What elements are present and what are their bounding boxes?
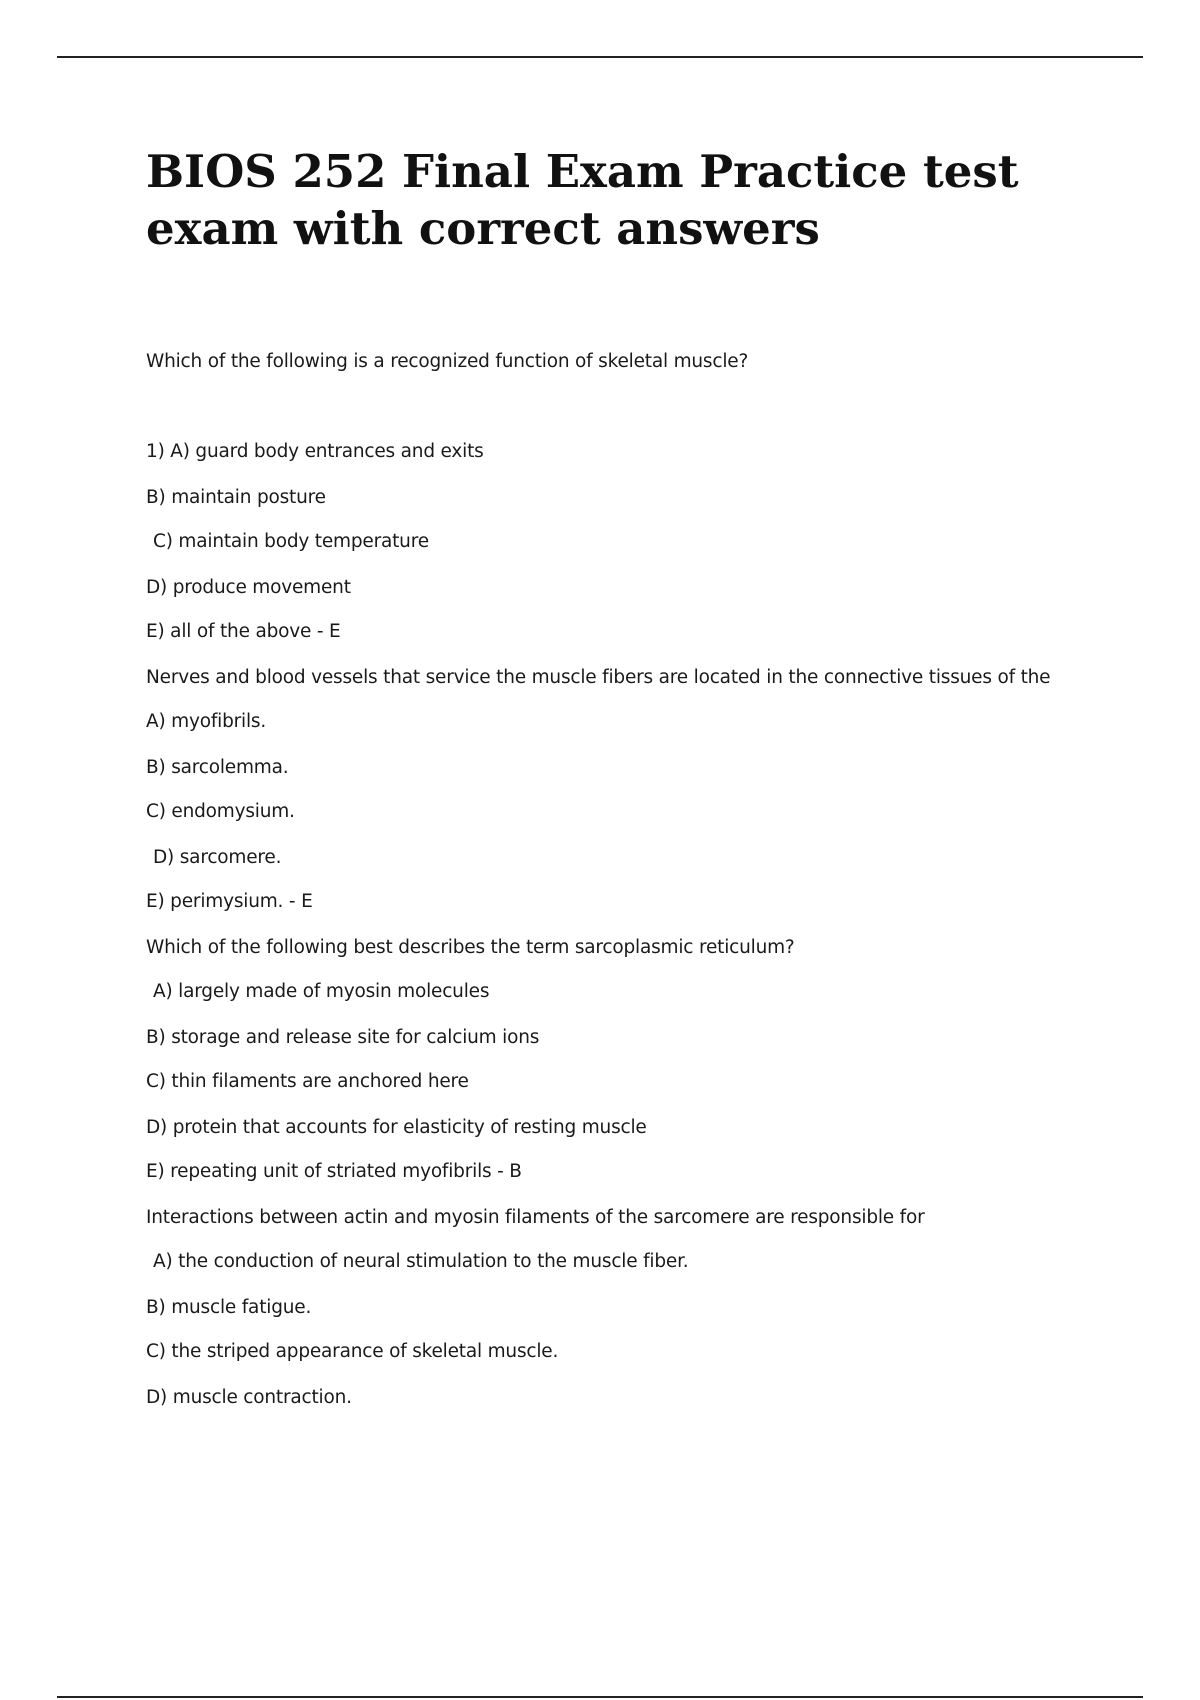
question-1-option-d: D) produce movement xyxy=(146,577,351,598)
question-2-option-d: D) sarcomere. xyxy=(153,847,282,868)
question-4-option-b: B) muscle fatigue. xyxy=(146,1297,312,1318)
question-3-option-e: E) repeating unit of striated myofibrils - B xyxy=(146,1161,522,1182)
question-3-option-b: B) storage and release site for calcium ions xyxy=(146,1027,540,1048)
question-4-option-c: C) the striped appearance of skeletal muscle. xyxy=(146,1341,559,1362)
question-4-text: Interactions between actin and myosin filaments of the sarcomere are responsible for xyxy=(146,1207,925,1228)
question-1-option-c: C) maintain body temperature xyxy=(153,531,429,552)
question-1-option-a: 1) A) guard body entrances and exits xyxy=(146,441,484,462)
question-2-option-b: B) sarcolemma. xyxy=(146,757,289,778)
question-3-option-c: C) thin filaments are anchored here xyxy=(146,1071,469,1092)
bottom-rule xyxy=(57,1696,1143,1698)
question-1-text: Which of the following is a recognized function of skeletal muscle? xyxy=(146,351,749,372)
question-2-option-c: C) endomysium. xyxy=(146,801,295,822)
question-2-option-e: E) perimysium. - E xyxy=(146,891,313,912)
top-rule xyxy=(57,56,1143,58)
document-title: BIOS 252 Final Exam Practice test exam with correct answers xyxy=(146,145,1019,255)
question-3-text: Which of the following best describes the term sarcoplasmic reticulum? xyxy=(146,937,795,958)
question-4-option-d: D) muscle contraction. xyxy=(146,1387,352,1408)
question-2-text: Nerves and blood vessels that service the muscle fibers are located in the connective tissues of the xyxy=(146,667,1051,688)
question-2-option-a: A) myofibrils. xyxy=(146,711,267,732)
question-3-option-d: D) protein that accounts for elasticity of resting muscle xyxy=(146,1117,647,1138)
question-1-option-e: E) all of the above - E xyxy=(146,621,341,642)
question-4-option-a: A) the conduction of neural stimulation to the muscle fiber. xyxy=(153,1251,689,1272)
question-3-option-a: A) largely made of myosin molecules xyxy=(153,981,490,1002)
question-1-option-b: B) maintain posture xyxy=(146,487,326,508)
